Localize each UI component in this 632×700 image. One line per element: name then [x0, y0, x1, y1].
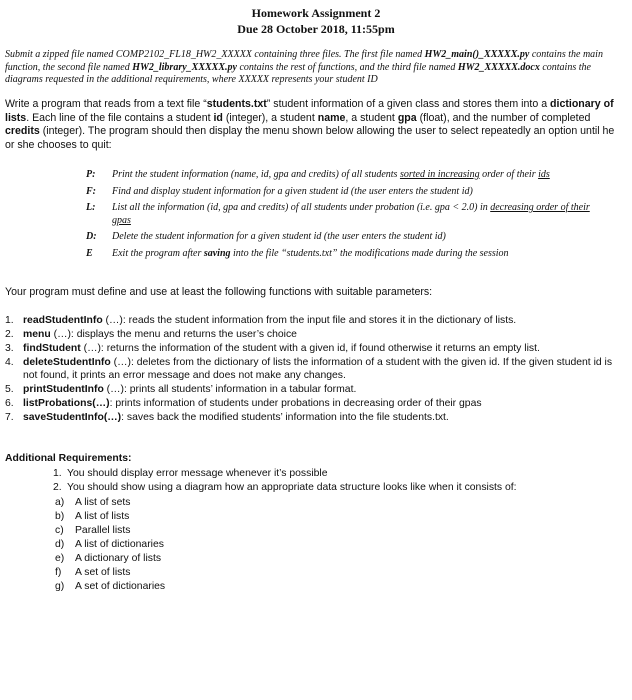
program-description [5, 98, 617, 152]
menu-options [86, 169, 606, 264]
list-number: 4. [5, 357, 14, 368]
desc-text-5: , a student [345, 111, 398, 124]
function-description: (…): deletes from the dictionary of lists the information of a student with the given id. If the given student id is not found, it prints an error message and does not make any changes. [23, 357, 613, 381]
function-name: listProbations(…) [23, 398, 110, 409]
intro-text-2: contains the main function, the second file named [5, 49, 603, 73]
list-number: 7. [5, 412, 14, 423]
list-number: 6. [5, 398, 14, 409]
list-item [5, 356, 617, 382]
menu-text: into the file “students.txt” the modifications made during the session [230, 247, 509, 259]
list-item [5, 314, 617, 327]
desc-text-7: (integer). The program should then display the menu shown below allowing the user to select repeatedly an option until he or she chooses to quit: [5, 125, 615, 151]
list-letter: b) [55, 511, 65, 522]
function-name: readStudentInfo [23, 315, 103, 326]
structure-options [5, 496, 617, 593]
intro-text-3: contains the rest of functions, and the third file named [236, 61, 458, 73]
menu-key: P: [86, 169, 96, 180]
menu-key: F: [86, 185, 96, 197]
option-text: A list of sets [75, 497, 131, 508]
list-item [53, 481, 617, 494]
menu-text: order of their [479, 169, 539, 180]
submission-instructions [5, 49, 617, 87]
list-number: 2. [53, 482, 62, 493]
additional-heading: Additional Requirements: [5, 453, 132, 464]
menu-text-underlined: sorted in increasing [399, 169, 480, 180]
field-credits: credits [5, 125, 40, 137]
field-gpa: gpa [397, 111, 417, 124]
menu-option-p [86, 169, 606, 182]
function-name: printStudentInfo [23, 384, 104, 395]
list-item [55, 566, 617, 579]
desc-text-6: (float), and the number of completed [416, 111, 591, 124]
library-file-name: HW2_library_XXXXX.py [132, 61, 237, 73]
main-file-name: HW2_main()_XXXXX.py [424, 49, 530, 60]
intro-text-4: contains the diagrams requested in the additional requirements, where XXXXX represents your student ID [5, 61, 591, 85]
list-number: 1. [5, 315, 14, 326]
function-name: findStudent [23, 343, 81, 354]
menu-text: Print the student information (name, id, gpa and credits) of all students [112, 169, 400, 180]
list-item [5, 411, 617, 424]
functions-intro: Your program must define and use at least the following functions with suitable parameters: [5, 286, 433, 298]
function-description: (…): reads the student information from the input file and stores it in the dictionary of lists. [102, 315, 517, 326]
list-item [5, 328, 617, 341]
desc-text-4: (integer), a student [222, 111, 318, 124]
menu-option-e [86, 248, 606, 261]
list-item [55, 510, 617, 523]
option-text: A list of lists [75, 511, 130, 522]
list-number: 3. [5, 343, 14, 354]
option-text: A set of dictionaries [75, 581, 166, 592]
requirement-text: You should show using a diagram how an appropriate data structure looks like when it consists of: [67, 482, 517, 493]
menu-key: D: [86, 231, 97, 242]
list-number: 5. [5, 384, 14, 395]
list-letter: g) [55, 581, 65, 592]
list-letter: d) [55, 539, 65, 550]
requirement-text: You should display error message whenever it’s possible [67, 468, 328, 479]
due-date: Due 28 October 2018, 11:55pm [237, 22, 395, 36]
field-name: name [317, 111, 346, 124]
list-number: 2. [5, 329, 14, 340]
additional-requirements [5, 452, 617, 594]
menu-key: L: [86, 202, 96, 213]
list-item [5, 342, 617, 355]
functions-list [5, 314, 617, 425]
list-item [55, 580, 617, 593]
menu-key: E [86, 247, 93, 259]
function-description: (…): displays the menu and returns the user’s choice [50, 329, 297, 340]
menu-text: List all the information (id, gpa and credits) of all students under probation (i.e. gpa < 2.0) in [112, 202, 491, 213]
list-letter: f) [55, 567, 62, 578]
list-item [53, 467, 617, 480]
function-description: (…): returns the information of the student with a given id, if found otherwise it returns an empty list. [80, 343, 540, 354]
menu-text: Find and display student information for a given student id (the user enters the student id) [112, 185, 473, 197]
function-description: : prints information of students under probations in decreasing order of their gpas [109, 398, 482, 409]
menu-text: Delete the student information for a given student id (the user enters the student id) [112, 231, 446, 242]
list-item [55, 524, 617, 537]
function-name: saveStudentInfo(…) [23, 412, 122, 423]
menu-text: Exit the program after [112, 247, 204, 259]
intro-text-1: Submit a zipped file named COMP2102_FL18_HW2_XXXXX containing three files. The first file named [5, 49, 425, 60]
list-item [55, 496, 617, 509]
list-number: 1. [53, 468, 62, 479]
requirements-list [5, 467, 617, 494]
function-description: (…): prints all students’ information in a tabular format. [103, 384, 357, 395]
field-id: id [213, 111, 223, 124]
menu-option-f [86, 186, 606, 199]
list-item [5, 397, 617, 410]
desc-text-3: . Each line of the file contains a student [26, 111, 214, 124]
option-text: A list of dictionaries [75, 539, 164, 550]
list-letter: a) [55, 497, 65, 508]
list-letter: e) [55, 553, 65, 564]
menu-option-d [86, 231, 606, 244]
students-file: students.txt [206, 98, 267, 110]
desc-text-2: ” student information of a given class and stores them into a [266, 98, 551, 110]
desc-text-1: Write a program that reads from a text file “ [5, 98, 207, 110]
page-title: Homework Assignment 2 [251, 6, 381, 20]
menu-option-l [86, 202, 606, 227]
function-name: menu [23, 329, 51, 340]
menu-text-underlined: ids [538, 169, 550, 180]
option-text: A dictionary of lists [75, 553, 162, 564]
menu-text-underlined: decreasing order of their gpas [112, 202, 590, 226]
function-name: deleteStudentInfo [23, 357, 111, 368]
list-letter: c) [55, 525, 64, 536]
list-item [55, 552, 617, 565]
option-text: A set of lists [75, 567, 131, 578]
menu-text-bold: saving [203, 247, 231, 259]
docx-file-name: HW2_XXXXX.docx [457, 61, 540, 73]
function-description: : saves back the modified students’ information into the file students.txt. [121, 412, 449, 423]
list-item [5, 383, 617, 396]
dict-of-lists: dictionary of lists [5, 98, 614, 124]
option-text: Parallel lists [75, 525, 131, 536]
list-item [55, 538, 617, 551]
